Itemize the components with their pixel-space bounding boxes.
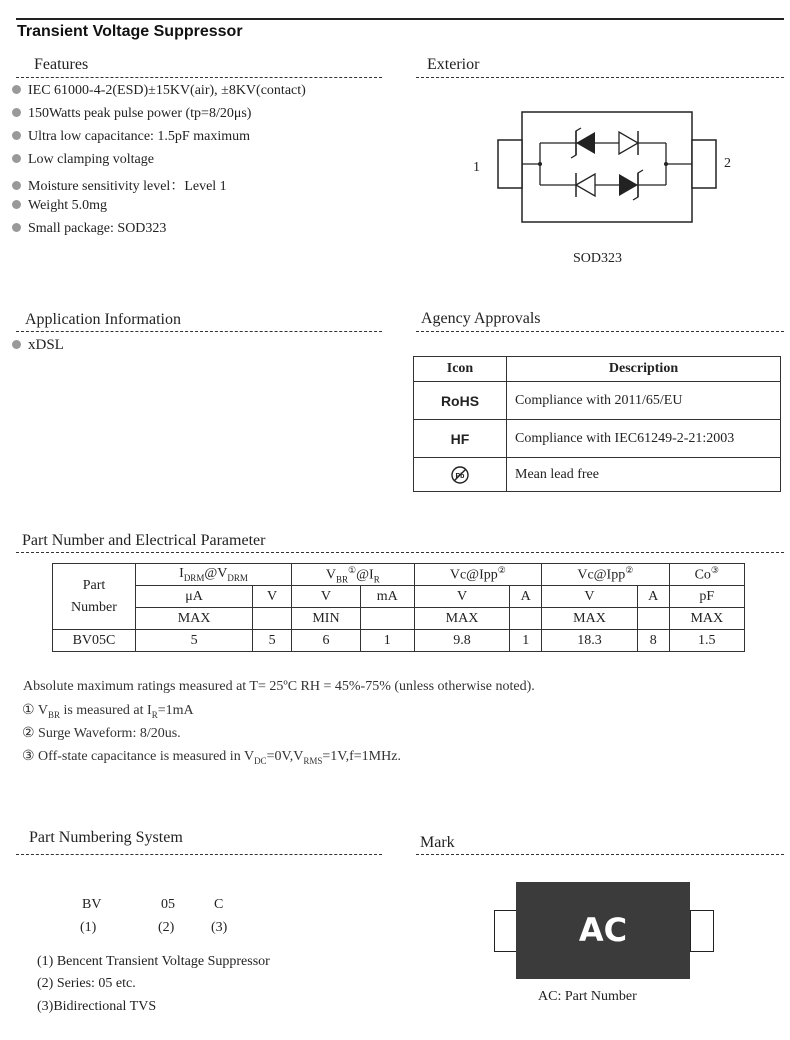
lead-free-icon [450, 465, 470, 485]
agency-table [413, 356, 781, 492]
value-cell: 18.3 [542, 630, 638, 652]
limit-cell: MAX [136, 608, 253, 630]
unit-cell: mA [360, 586, 414, 608]
unit-cell: μA [136, 586, 253, 608]
code-part: C [214, 897, 224, 912]
mark-left-lead [494, 910, 518, 952]
units-row [53, 586, 745, 608]
features-divider [16, 77, 382, 78]
value-cell: 1 [360, 630, 414, 652]
part-number-header: Part Number [53, 564, 136, 630]
idrm-header: $I_{DRM}@V_{DRM}$ [136, 564, 292, 586]
limit-cell: MAX [414, 608, 510, 630]
value-cell: 5 [253, 630, 292, 652]
unit-cell: A [510, 586, 542, 608]
abs-max-note: Absolute maximum ratings measured at T= 25ºC RH = 45%-75% (unless otherwise noted). [23, 679, 535, 694]
unit-cell: pF [669, 586, 744, 608]
agency-header-description: Description [507, 357, 781, 382]
bullet-icon [12, 85, 21, 94]
table-row [53, 630, 745, 652]
value-cell: 1.5 [669, 630, 744, 652]
svg-text:Pb: Pb [455, 472, 465, 480]
pin-1-label: 1 [473, 160, 480, 175]
table-row [414, 420, 781, 458]
feature-item: Weight 5.0mg [12, 198, 107, 214]
mark-divider [416, 854, 784, 855]
mark-caption: AC: Part Number [538, 989, 637, 1004]
agency-divider [416, 331, 784, 332]
note-1: ① $V_{BR}$ is measured at $I_R=1mA$ [22, 703, 194, 720]
bullet-icon [12, 108, 21, 117]
electrical-title: Part Number and Electrical Parameter [22, 532, 266, 549]
top-rule [16, 18, 784, 20]
bullet-icon [12, 223, 21, 232]
feature-item: Low clamping voltage [12, 152, 154, 168]
electrical-divider [16, 552, 784, 553]
numbering-desc: (2) Series: 05 etc. [37, 976, 136, 991]
unit-cell: V [542, 586, 638, 608]
agency-description: Mean lead free [507, 458, 781, 492]
limit-cell: MAX [669, 608, 744, 630]
limit-cell [360, 608, 414, 630]
limit-cell: MIN [292, 608, 361, 630]
numbering-divider [16, 854, 382, 855]
code-part: BV [82, 897, 102, 912]
package-diagram [470, 100, 750, 230]
pin-1-lead [498, 140, 522, 188]
code-part: 05 [161, 897, 175, 912]
agency-header-icon: Icon [414, 357, 507, 382]
feature-item: Ultra low capacitance: 1.5pF maximum [12, 129, 250, 145]
numbering-desc: (1) Bencent Transient Voltage Suppressor [37, 954, 270, 969]
vc-ipp-header: Vc@Ipp② [414, 564, 541, 586]
numbering-title: Part Numbering System [29, 829, 183, 846]
agency-description: Compliance with 2011/65/EU [507, 382, 781, 420]
feature-item: 150Watts peak pulse power (tp=8/20μs) [12, 106, 251, 122]
part-number-cell: BV05C [53, 630, 136, 652]
table-row [414, 458, 781, 492]
junction-dot [664, 162, 668, 166]
application-title: Application Information [25, 311, 181, 328]
limits-row [53, 608, 745, 630]
value-cell: 9.8 [414, 630, 510, 652]
numbering-desc: (3)Bidirectional TVS [37, 999, 157, 1014]
agency-description: Compliance with IEC61249-2-21:2003 [507, 420, 781, 458]
code-index: (2) [158, 920, 175, 935]
electrical-table [52, 563, 745, 652]
unit-cell: V [253, 586, 292, 608]
limit-cell [510, 608, 542, 630]
exterior-title: Exterior [427, 56, 480, 73]
unit-cell: A [637, 586, 669, 608]
code-index: (1) [80, 920, 97, 935]
limit-cell [253, 608, 292, 630]
bullet-icon [12, 131, 21, 140]
application-item: xDSL [12, 337, 64, 354]
package-label: SOD323 [573, 251, 623, 266]
pin-2-lead [692, 140, 716, 188]
feature-item: Small package: SOD323 [12, 221, 166, 237]
bullet-icon [12, 200, 21, 209]
value-cell: 6 [292, 630, 361, 652]
vbr-header: $V_{BR}^①@I_R$ [292, 564, 415, 586]
mark-right-lead [690, 910, 714, 952]
unit-cell: V [414, 586, 510, 608]
limit-cell [637, 608, 669, 630]
table-row [414, 382, 781, 420]
bullet-icon [12, 340, 21, 349]
application-divider [16, 331, 382, 332]
bullet-icon [12, 181, 21, 190]
marked-package [516, 882, 690, 979]
rohs-icon: RoHS [414, 382, 507, 420]
junction-dot [538, 162, 542, 166]
limit-cell: MAX [542, 608, 638, 630]
bullet-icon [12, 154, 21, 163]
exterior-divider [416, 77, 784, 78]
unit-cell: V [292, 586, 361, 608]
value-cell: 8 [637, 630, 669, 652]
agency-title: Agency Approvals [421, 310, 541, 327]
features-title: Features [34, 56, 89, 73]
value-cell: 5 [136, 630, 253, 652]
mark-text: AC [578, 911, 628, 949]
co-header: Co③ [669, 564, 744, 586]
code-index: (3) [211, 920, 228, 935]
feature-item: IEC 61000-4-2(ESD)±15KV(air), ±8KV(contact) [12, 83, 306, 99]
mark-title: Mark [420, 834, 455, 851]
document-title: Transient Voltage Suppressor [17, 23, 243, 40]
hf-icon: HF [414, 420, 507, 458]
note-3: ③ Off-state capacitance is measured in $V_{DC}=0V,V_{RMS}=1V,f=1MHz$. [22, 749, 401, 766]
vc-ipp-header: Vc@Ipp② [542, 564, 669, 586]
value-cell: 1 [510, 630, 542, 652]
pin-2-label: 2 [724, 156, 731, 171]
note-2: ② Surge Waveform: 8/20us. [22, 726, 181, 741]
feature-item: Moisture sensitivity level：Level 1 [12, 175, 227, 195]
